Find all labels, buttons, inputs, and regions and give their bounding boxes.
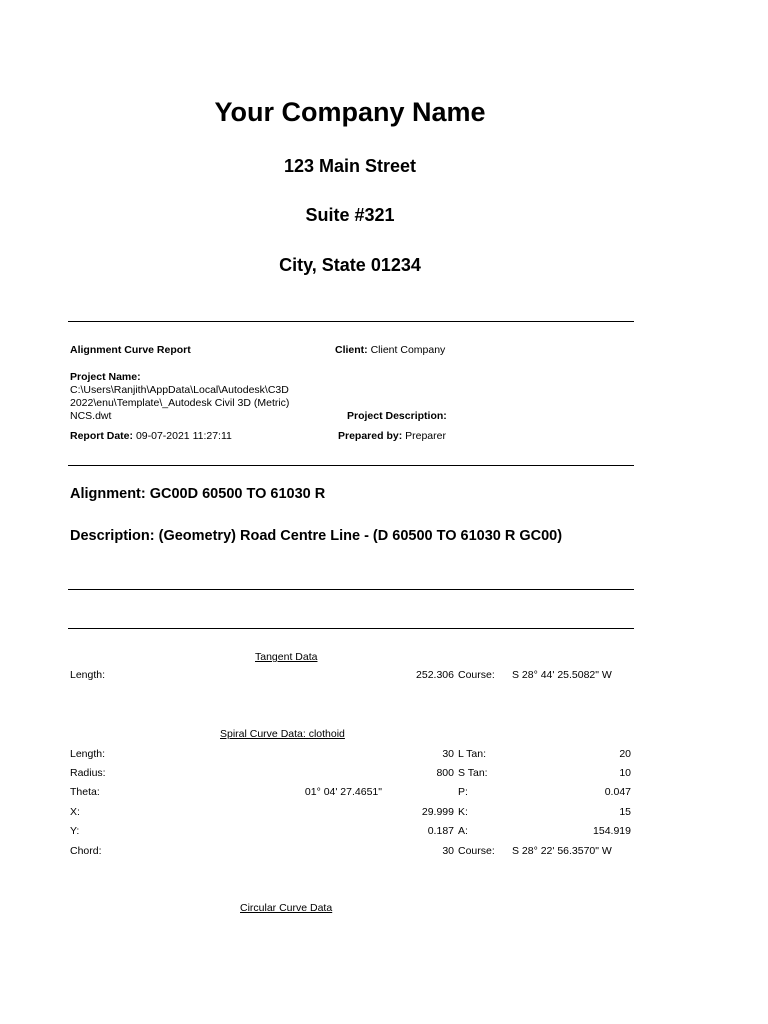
tangent-length-label: Length: (70, 669, 106, 681)
report-date-value: 09-07-2021 11:27:11 (135, 430, 232, 442)
project-name-line-1: C:\Users\Ranjith\AppData\Local\Autodesk\C3D (70, 384, 289, 396)
spiral-row-label: Length: (70, 748, 106, 760)
prepared-by-label: Prepared by: (338, 430, 403, 442)
spiral-row-label: X: (70, 806, 80, 818)
spiral-row-value: 30 (442, 748, 454, 760)
spiral-row-label-2: P: (458, 786, 468, 798)
spiral-row-label: Chord: (70, 845, 102, 857)
divider (68, 465, 634, 466)
suite: Suite #321 (305, 205, 395, 225)
project-name-line-2: 2022\enu\Template\_Autodesk Civil 3D (Metric) (70, 397, 290, 409)
project-name-label: Project Name: (70, 371, 141, 383)
spiral-row-value-2: S 28° 22' 56.3570" W (512, 845, 612, 857)
spiral-row-value: 800 (436, 767, 454, 779)
tangent-data-title: Tangent Data (255, 651, 318, 663)
spiral-row-value-2: 154.919 (593, 825, 631, 837)
spiral-row-label: Y: (70, 825, 80, 837)
tangent-course-value: S 28° 44' 25.5082" W (512, 669, 612, 681)
tangent-course-label: Course: (458, 669, 495, 681)
spiral-data-title: Spiral Curve Data: clothoid (220, 728, 345, 740)
alignment-description: Description: (Geometry) Road Centre Line - (D 60500 TO 61030 R GC00) (70, 528, 563, 544)
client-field (335, 344, 445, 356)
spiral-row-label-2: K: (458, 806, 468, 818)
company-name: Your Company Name (214, 97, 486, 127)
spiral-row-label-2: A: (458, 825, 468, 837)
spiral-row-mid: 01° 04' 27.4651" (304, 786, 382, 798)
divider (68, 628, 634, 629)
alignment-name: Alignment: GC00D 60500 TO 61030 R (70, 486, 326, 502)
spiral-row-value-2: 0.047 (604, 786, 631, 798)
client-label: Client: (335, 344, 368, 356)
report-date-field (70, 430, 232, 442)
report-title: Alignment Curve Report (70, 344, 191, 356)
project-description-label: Project Description: (347, 410, 447, 422)
divider (68, 589, 634, 590)
spiral-row-value-2: 15 (619, 806, 631, 818)
spiral-row-value: 30 (442, 845, 454, 857)
client-value: Client Company (370, 344, 446, 356)
spiral-row-value-2: 10 (619, 767, 631, 779)
spiral-row-label: Radius: (70, 767, 106, 779)
prepared-by-value: Preparer (405, 430, 446, 442)
spiral-row-value: 29.999 (421, 806, 454, 818)
spiral-row-label-2: L Tan: (458, 748, 487, 760)
spiral-row-value: 0.187 (427, 825, 454, 837)
street-address: 123 Main Street (283, 156, 417, 176)
spiral-row-label-2: Course: (458, 845, 495, 857)
project-name-line-3: NCS.dwt (70, 410, 112, 422)
prepared-by-field (338, 430, 446, 442)
spiral-row-value-2: 20 (619, 748, 631, 760)
report-date-label: Report Date: (70, 430, 134, 442)
circular-data-title: Circular Curve Data (240, 902, 333, 914)
divider (68, 321, 634, 322)
spiral-row-label-2: S Tan: (458, 767, 488, 779)
city-state: City, State 01234 (279, 255, 421, 275)
tangent-length-value: 252.306 (416, 669, 454, 681)
spiral-row-label: Theta: (70, 786, 100, 798)
